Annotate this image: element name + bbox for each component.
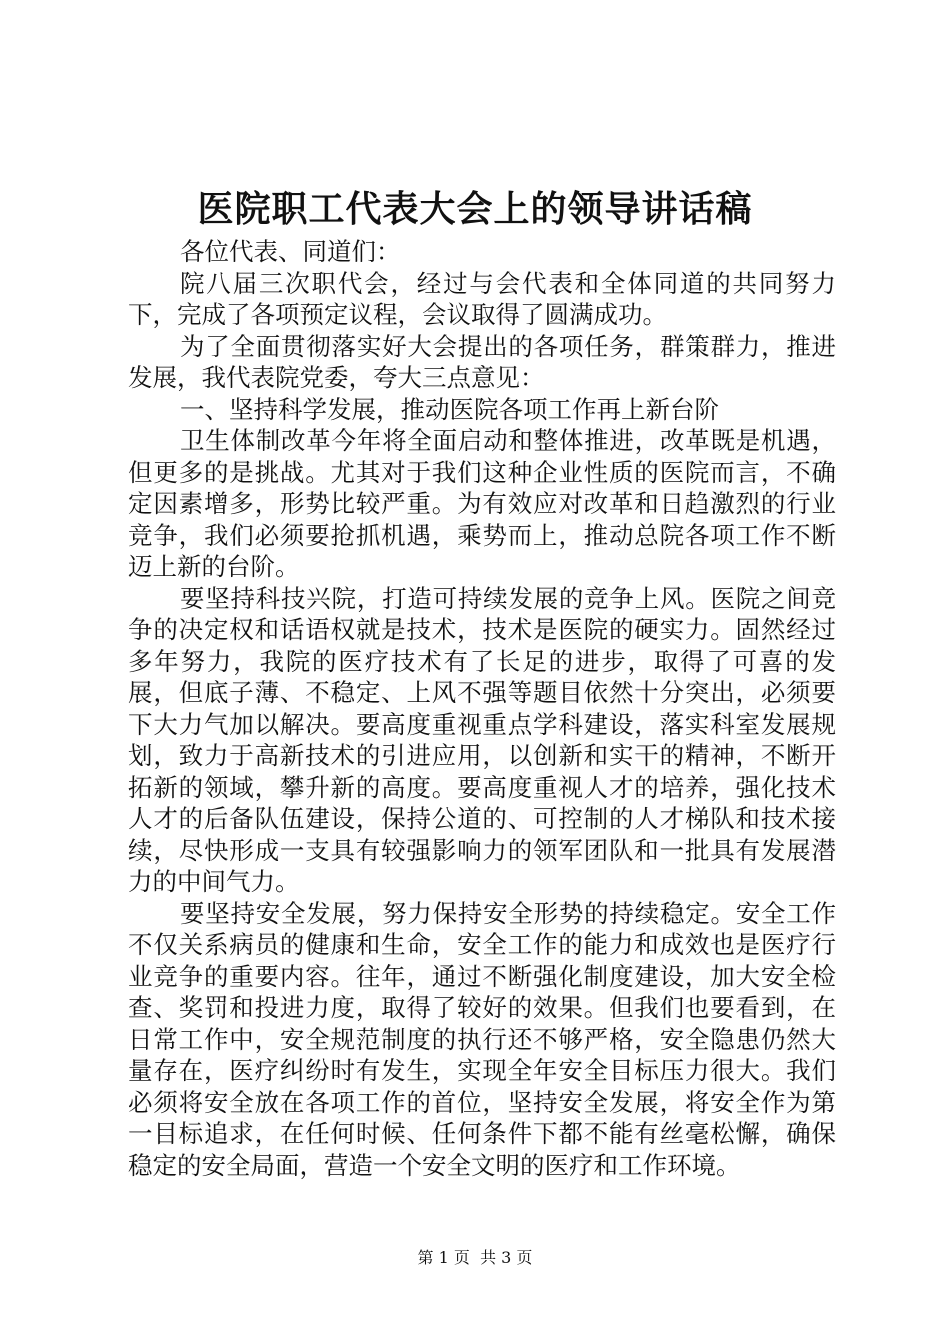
- purpose-paragraph: 为了全面贯彻落实好大会提出的各项任务，群策群力，推进发展，我代表院党委，夸大三点意见：: [128, 331, 836, 392]
- page-number: 第 1 页 共 3 页: [417, 1248, 533, 1267]
- intro-paragraph: 院八届三次职代会，经过与会代表和全体同道的共同努力下，完成了各项预定议程，会议取得了圆满成功。: [128, 268, 836, 329]
- document-title: 医院职工代表大会上的领导讲话稿: [197, 188, 753, 230]
- document-body: [128, 236, 836, 1181]
- page-footer: [0, 1247, 950, 1269]
- salutation-paragraph: 各位代表、同道们：: [180, 237, 401, 266]
- safety-paragraph: 要坚持安全发展，努力保持安全形势的持续稳定。安全工作不仅关系病员的健康和生命，安全工作的能力和成效也是医疗行业竞争的重要内容。往年，通过不断强化制度建设，加大安全检查、奖罚和投进力度，取得了较好的效果。但我们也要看到，在日常工作中，安全规范制度的执行还不够严格，安全隐患仍然大量存在，医疗纠纷时有发生，实现全年安全目标压力很大。我们必须将安全放在各项工作的首位，坚持安全发展，将安全作为第一目标追求，在任何时候、任何条件下都不能有丝毫松懈，确保稳定的安全局面，营造一个安全文明的医疗和工作环境。: [128, 898, 836, 1180]
- section-heading: 一、坚持科学发展，推动医院各项工作再上新台阶: [180, 394, 719, 424]
- reform-paragraph: 卫生体制改革今年将全面启动和整体推进，改革既是机遇，但更多的是挑战。尤其对于我们这种企业性质的医院而言，不确定因素增多，形势比较严重。为有效应对改革和日趋激烈的行业竞争，我们必须要抢抓机遇，乘势而上，推动总院各项工作不断迈上新的台阶。: [128, 426, 836, 581]
- technology-paragraph: 要坚持科技兴院，打造可持续发展的竞争上风。医院之间竞争的决定权和话语权就是技术，技术是医院的硬实力。固然经过多年努力，我院的医疗技术有了长足的进步，取得了可喜的发展，但底子薄、不稳定、上风不强等题目依然十分突出，必须要下大力气加以解决。要高度重视重点学科建设，落实科室发展规划，致力于高新技术的引进应用，以创新和实干的精神，不断开拓新的领域，攀升新的高度。要高度重视人才的培养，强化技术人才的后备队伍建设，保持公道的、可控制的人才梯队和技术接续，尽快形成一支具有较强影响力的领军团队和一批具有发展潜力的中间气力。: [128, 583, 836, 896]
